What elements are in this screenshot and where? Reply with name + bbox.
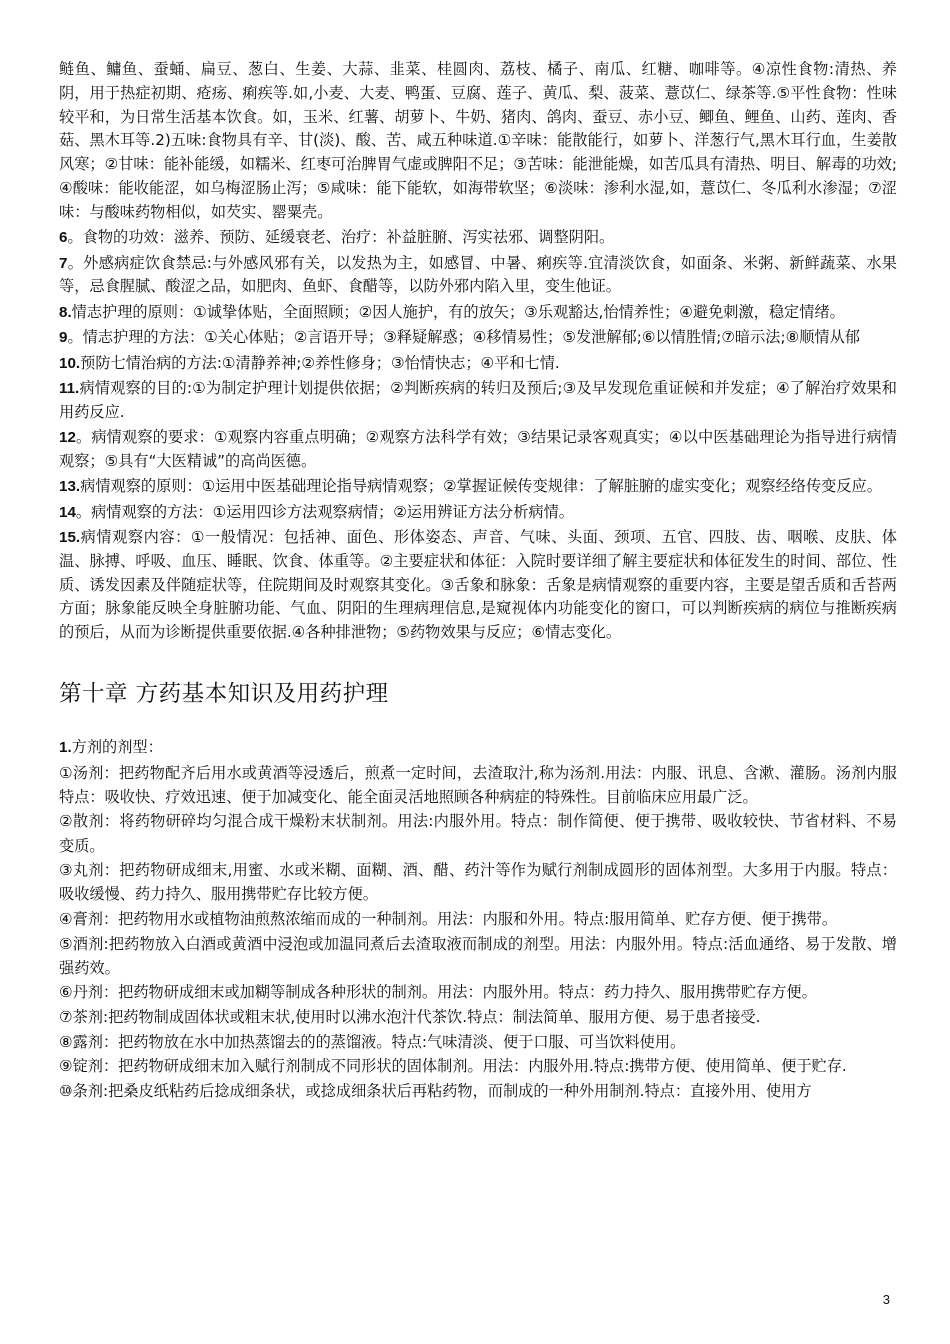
dosage-form-pellet: ⑥丹剂：把药物研成细末或加糊等制成各种形状的制剂。用法：内服外用。特点：药力持久、服用携带贮存方便。 [59,983,817,1002]
paragraph-12: 12。病情观察的要求：①观察内容重点明确；②观察方法科学有效；③结果记录客观真实；④以中医基础理论为指导进行病情观察；⑤具有“大医精诚”的高尚医德。 [59,428,897,470]
dosage-form-tea: ⑦茶剂:把药物制成固体状或粗末状,使用时以沸水泡汁代茶饮.特点：制法简单、服用方便、易于患者接受. [59,1008,761,1027]
paragraph-cold-cool-neutral-foods: 鲢鱼、鳙鱼、蚕蛹、扁豆、葱白、生姜、大蒜、韭菜、桂圆肉、荔枝、橘子、南瓜、红糖、咖啡等。④凉性食物:清热、养阴，用于热症初期、疮疡、痢疾等.如,小麦、大麦、鸭蛋、豆腐、莲子、黄瓜、梨、菠菜、薏苡仁、绿茶等.⑤平性食物：性味较平和，为日常生活基本饮食。如，玉米、红薯、胡萝卜、牛奶、猪肉、鸽肉、蚕豆、赤小豆、鲫鱼、鲤鱼、山药、莲肉、香菇、黑木耳等.2)五味:食物具有辛、甘(淡)、酸、苦、咸五种味道.①辛味：能散能行，如萝卜、洋葱行气,黑木耳行血，生姜散风寒；②甘味：能补能缓，如糯米、红枣可治脾胃气虚或脾阳不足；③苦味：能泄能燥，如苦瓜具有清热、明目、解毒的功效;④酸味：能收能涩，如乌梅涩肠止泻；⑤咸味：能下能软，如海带软坚；⑥淡味：渗利水湿,如，薏苡仁、冬瓜利水渗湿；⑦涩味：与酸味药物相似，如芡实、罂粟壳。 [59,60,897,221]
dosage-form-powder: ②散剂：将药物研碎均匀混合成干燥粉末状制剂。用法:内服外用。特点：制作简便、便于携带、吸收较快、节省材料、不易变质。 [59,812,897,855]
top-paragraphs [59,58,897,645]
dosage-form-wine: ⑤酒剂:把药物放入白酒或黄酒中浸泡或加温同煮后去渣取液而制成的剂型。用法：内服外用。特点:活血通络、易于发散、增强药效。 [59,934,897,977]
section-heading: 1.方剂的剂型： [59,738,163,757]
dosage-form-decoction: ①汤剂：把药物配齐后用水或黄酒等浸透后，煎煮一定时间，去渣取汁,称为汤剂.用法：内服、讯息、含漱、灌肠。汤剂内服特点：吸收快、疗效迅速、便于加减变化、能全面灵活地照顾各种病症的特殊性。目前临床应用最广泛。 [59,763,897,806]
paragraph-10: 10.预防七情治病的方法:①清静养神;②养性修身；③怡情快志；④平和七情. [59,353,560,372]
dosage-form-paste: ④膏剂：把药物用水或植物油煎熬浓缩而成的一种制剂。用法：内服和外用。特点:服用简单、贮存方便、便于携带。 [59,910,838,929]
paragraph-14: 14。病情观察的方法：①运用四诊方法观察病情；②运用辨证方法分析病情。 [59,502,574,521]
dosage-forms-section [59,735,897,1103]
page-number: 3 [882,1292,890,1307]
document-page [59,58,897,1103]
paragraph-6: 6。食物的功效：滋养、预防、延缓衰老、治疗：补益脏腑、泻实祛邪、调整阴阳。 [59,228,615,247]
paragraph-13: 13.病情观察的原则：①运用中医基础理论指导病情观察；②掌握证候传变规律：了解脏腑的虚实变化；观察经络传变反应。 [59,477,882,496]
dosage-form-pill: ③丸剂：把药物研成细末,用蜜、水或米糊、面糊、酒、醋、药汁等作为赋行剂制成圆形的固体剂型。大多用于内服。特点：吸收缓慢、药力持久、服用携带贮存比较方便。 [59,861,897,904]
paragraph-11: 11.病情观察的目的:①为制定护理计划提供依据；②判断疾病的转归及预后;③及早发现危重证候和并发症；④了解治疗效果和用药反应. [59,378,897,421]
paragraph-8: 8.情志护理的原则：①诚挚体贴，全面照顾；②因人施护，有的放矢；③乐观豁达,怡情养性；④避免刺激，稳定情绪。 [59,302,845,321]
dosage-form-lozenge: ⑨锭剂：把药物研成细末加入赋行剂制成不同形状的固体制剂。用法：内服外用.特点:携带方便、使用简单、便于贮存. [59,1057,847,1076]
paragraph-15: 15.病情观察内容：①一般情况：包括神、面色、形体姿态、声音、气味、头面、颈项、五官、四肢、齿、咽喉、皮肤、体温、脉搏、呼吸、血压、睡眠、饮食、体重等。②主要症状和体征：入院时要详细了解主要症状和体征发生的时间、部位、性质、诱发因素及伴随症状等，住院期间及时观察其变化。③舌象和脉象：舌象是病情观察的重要内容，主要是望舌质和舌苔两方面；脉象能反映全身脏腑功能、气血、阴阳的生理病理信息,是窥视体内功能变化的窗口，可以判断疾病的病位与推断疾病的预后，从而为诊断提供重要依据.④各种排泄物；⑤药物效果与反应；⑥情志变化。 [59,528,897,642]
dosage-form-strip: ⑩条剂:把桑皮纸粘药后捻成细条状，或捻成细条状后再粘药物，而制成的一种外用制剂.特点：直接外用、使用方 [59,1081,812,1100]
paragraph-7: 7。外感病症饮食禁忌:与外感风邪有关，以发热为主，如感冒、中暑、痢疾等.宜清淡饮食，如面条、米粥、新鲜蔬菜、水果等，忌食腥腻、酸涩之品，如肥肉、鱼虾、食醋等，以防外邪内陷入里，变生他证。 [59,253,897,296]
chapter-title: 第十章 方药基本知识及用药护理 [59,681,389,708]
dosage-form-distillate: ⑧露剂：把药物放在水中加热蒸馏去的的蒸馏液。特点:气味清淡、便于口服、可当饮料使用。 [59,1032,686,1051]
paragraph-9: 9。情志护理的方法：①关心体贴；②言语开导；③释疑解惑；④移情易性；⑤发泄解郁;⑥以情胜情;⑦暗示法;⑧顺情从郁 [59,328,860,347]
